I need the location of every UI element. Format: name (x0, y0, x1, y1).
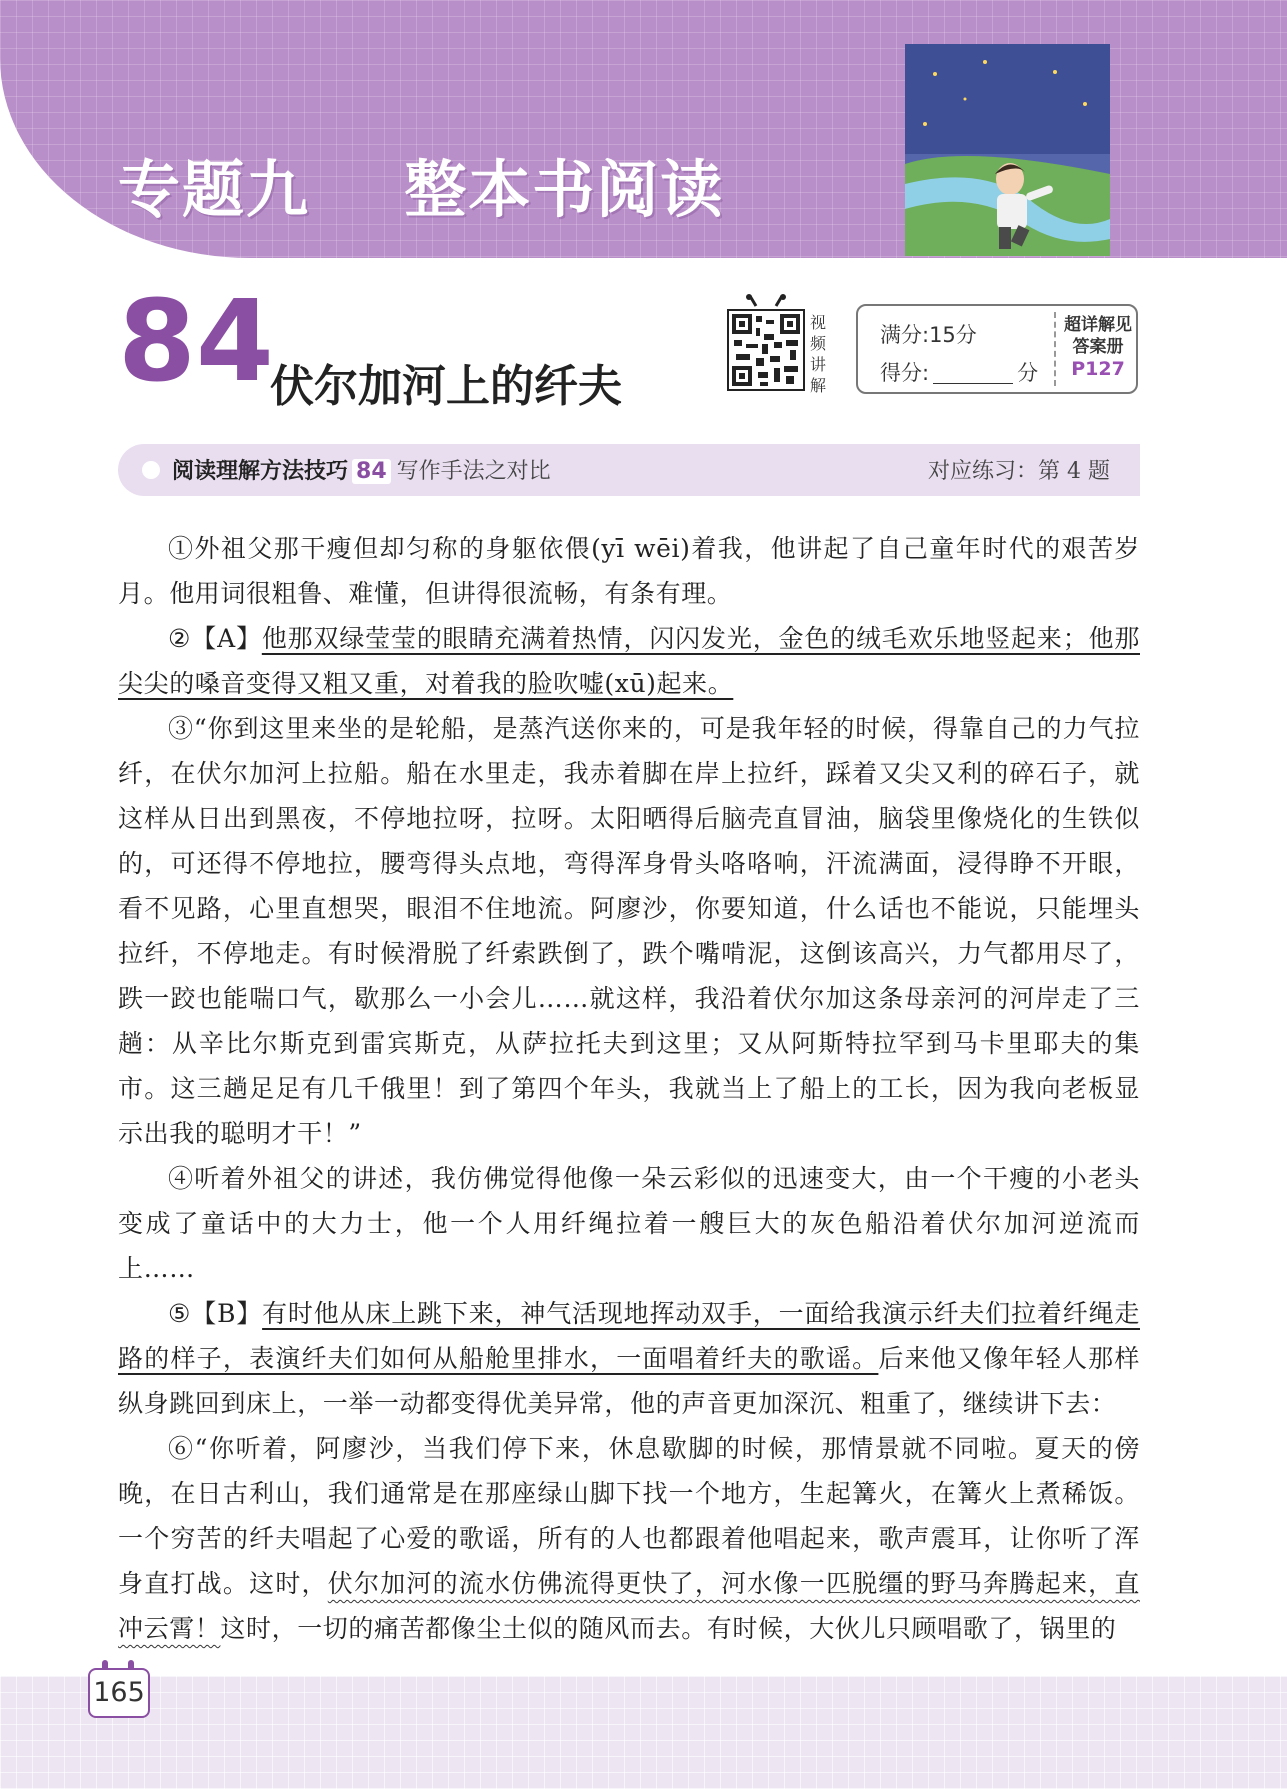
answer-reference: 超详解见 答案册 P127 (1058, 314, 1138, 380)
bullet-icon (142, 461, 160, 479)
answer-page: P127 (1071, 358, 1125, 380)
footer-band (0, 1676, 1287, 1789)
full-score: 满分:15分 (880, 323, 977, 347)
paragraph-4: ④听着外祖父的讲述，我仿佛觉得他像一朵云彩似的迅速变大，由一个干瘦的小老头变成了童话中的大力士，他一个人用纤绳拉着一艘巨大的灰色船沿着伏尔加河逆流而上…… (118, 1164, 1140, 1283)
qr-code-icon[interactable] (726, 294, 806, 392)
method-tip-bar (118, 444, 1140, 496)
score-box (856, 304, 1138, 394)
boy-running-illustration (905, 44, 1110, 256)
paragraph-3: ③“你到这里来坐的是轮船，是蒸汽送你来的，可是我年轻的时候，得靠自己的力气拉纤，在伏尔加河上拉船。船在水里走，我赤着脚在岸上拉纤，踩着又尖又利的碎石子，就这样从日出到黑夜，不停地拉呀，拉呀。太阳晒得后脑壳直冒油，脑袋里像烧化的生铁似的，可还得不停地拉，腰弯得头点地，弯得浑身骨头咯咯响，汗流满面，浸得睁不开眼，看不见路，心里直想哭，眼泪不住地流。阿廖沙，你要知道，什么话也不能说，只能埋头拉纤，不停地走。有时候滑脱了纤索跌倒了，跌个嘴啃泥，这倒该高兴，力气都用尽了，跌一跤也能喘口气，歇那么一小会儿……就这样，我沿着伏尔加这条母亲河的河岸走了三趟：从辛比尔斯克到雷宾斯克，从萨拉托夫到这里；又从阿斯特拉罕到马卡里耶夫的集市。这三趟足足有几千俄里！到了第四个年头，我就当上了船上的工长，因为我向老板显示出我的聪明才干！” (118, 714, 1140, 1148)
video-explanation-label: 视 频 讲 解 (809, 313, 826, 395)
lesson-number: 84 (118, 277, 274, 407)
score-info (880, 316, 1038, 392)
method-label: 阅读理解方法技巧 (172, 459, 349, 484)
paragraph-2: ②【A】他那双绿莹莹的眼睛充满着热情，闪闪发光，金色的绒毛欢乐地竖起来；他那尖尖的嗓音变得又粗又重，对着我的脸吹嘘(xū)起来。 (118, 624, 1140, 698)
practice-reference: 对应练习：第 4 题 (928, 459, 1110, 484)
wavy-underlined-sentence: 伏尔加河的流水仿佛流得更快了，河水像一匹脱缰的野马奔腾起来，直冲云霄！ (118, 1569, 1140, 1643)
section-title: 专题九 整本书阅读 (118, 153, 725, 226)
reading-passage (118, 526, 1140, 1651)
paragraph-5: ⑤【B】有时他从床上跳下来，神气活现地挥动双手，一面给我演示纤夫们拉着纤绳走路的样子，表演纤夫们如何从船舱里排水，一面唱着纤夫的歌谣。后来他又像年轻人那样纵身跳回到床上，一举一动都变得优美异常，他的声音更加深沉、粗重了，继续讲下去： (118, 1299, 1140, 1418)
paragraph-6: ⑥“你听着，阿廖沙，当我们停下来，休息歇脚的时候，那情景就不同啦。夏天的傍晚，在日古利山，我们通常是在那座绿山脚下找一个地方，生起篝火，在篝火上煮稀饭。一个穷苦的纤夫唱起了心爱的歌谣，所有的人也都跟着他唱起来，歌声震耳，让你听了浑身直打战。这时，伏尔加河的流水仿佛流得更快了，河水像一匹脱缰的野马奔腾起来，直冲云霄！这时，一切的痛苦都像尘土似的随风而去。有时候，大伙儿只顾唱歌了，锅里的 (118, 1434, 1140, 1643)
underlined-sentence-a: 他那双绿莹莹的眼睛充满着热情，闪闪发光，金色的绒毛欢乐地竖起来；他那尖尖的嗓音变得又粗又重，对着我的脸吹嘘(xū)起来。 (118, 624, 1140, 698)
page-number: 165 (88, 1668, 150, 1718)
lesson-title: 伏尔加河上的纤夫 (270, 361, 622, 412)
method-topic: 写作手法之对比 (396, 459, 551, 484)
method-number: 84 (352, 459, 391, 484)
paragraph-1: ①外祖父那干瘦但却匀称的身躯依偎(yī wēi)着我，他讲起了自己童年时代的艰苦岁月。他用词很粗鲁、难懂，但讲得很流畅，有条有理。 (118, 534, 1140, 608)
underlined-sentence-b: 有时他从床上跳下来，神气活现地挥动双手，一面给我演示纤夫们拉着纤绳走路的样子，表演纤夫们如何从船舱里排水，一面唱着纤夫的歌谣。 (118, 1299, 1140, 1373)
score-field[interactable]: 得分: 分 (880, 361, 1039, 385)
